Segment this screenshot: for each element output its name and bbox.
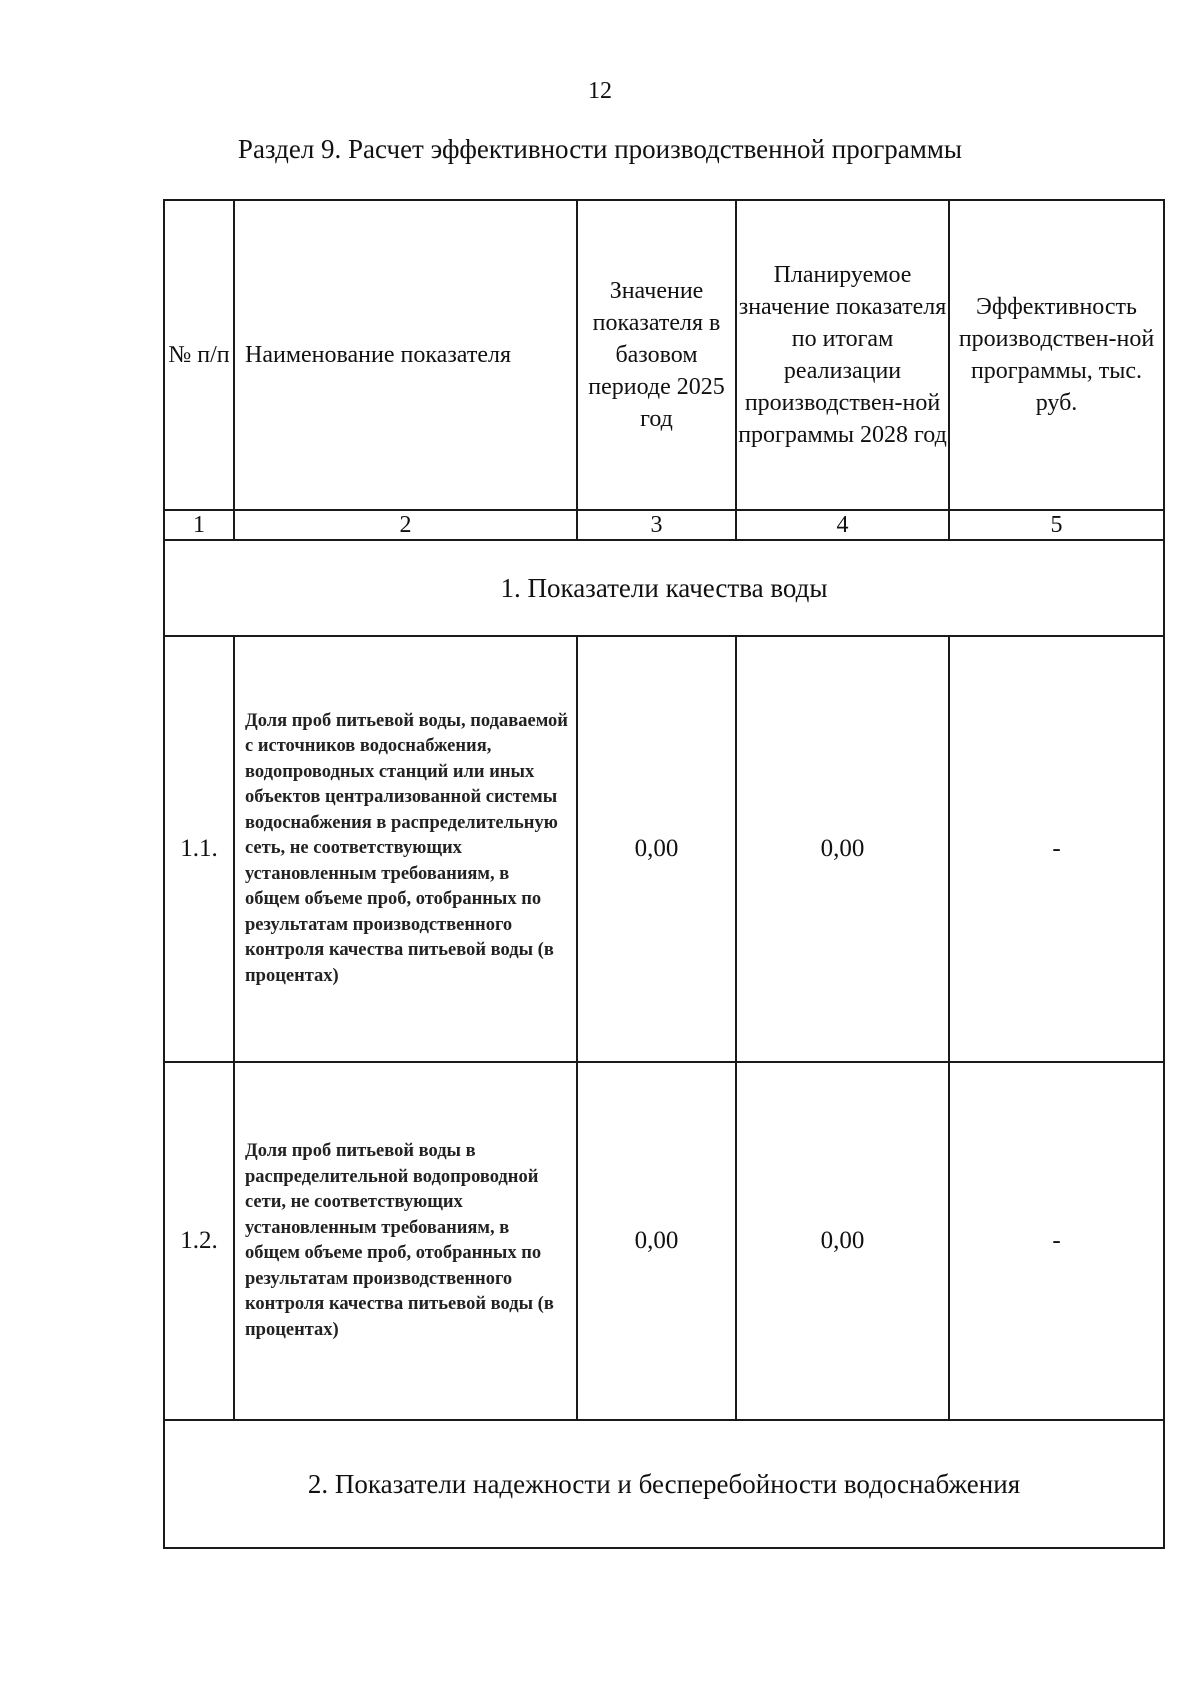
section-heading: 1. Показатели качества воды: [164, 540, 1164, 636]
column-number-row: [164, 510, 1164, 540]
planned-value: 0,00: [736, 1062, 949, 1420]
header-efficiency: Эффективность производствен-ной программы, тыс. руб.: [949, 200, 1164, 510]
column-number: 1: [164, 510, 234, 540]
column-number: 3: [577, 510, 736, 540]
header-planned-value: Планируемое значение показателя по итогам реализации производствен-ной программы 2028 год: [736, 200, 949, 510]
row-number: 1.2.: [164, 1062, 234, 1420]
section-heading: 2. Показатели надежности и бесперебойности водоснабжения: [164, 1420, 1164, 1548]
base-value: 0,00: [577, 636, 736, 1062]
row-number: 1.1.: [164, 636, 234, 1062]
column-number: 4: [736, 510, 949, 540]
page-number: 12: [588, 78, 612, 104]
header-base-value: Значение показателя в базовом периоде 2025 год: [577, 200, 736, 510]
base-value: 0,00: [577, 1062, 736, 1420]
section-row-water-quality: [164, 540, 1164, 636]
table-row: [164, 636, 1164, 1062]
indicator-name: Доля проб питьевой воды в распределительной водопроводной сети, не соответствующих установленным требованиям, в общем объеме проб, отобранных по результатам производственного контроля качества питьевой воды (в процентах): [234, 1062, 577, 1420]
planned-value: 0,00: [736, 636, 949, 1062]
section-title: Раздел 9. Расчет эффективности производственной программы: [237, 134, 963, 164]
table-row: [164, 1062, 1164, 1420]
column-number: 5: [949, 510, 1164, 540]
header-number: № п/п: [164, 200, 234, 510]
efficiency-value: -: [949, 636, 1164, 1062]
column-number: 2: [234, 510, 577, 540]
efficiency-table: [163, 199, 1165, 1549]
indicator-name: Доля проб питьевой воды, подаваемой с источников водоснабжения, водопроводных станций или иных объектов централизованной системы водоснабжения в распределительную сеть, не соответствующих установленным требованиям, в общем объеме проб, отобранных по результатам производственного контроля качества питьевой воды (в процентах): [234, 636, 577, 1062]
efficiency-value: -: [949, 1062, 1164, 1420]
section-row-reliability: [164, 1420, 1164, 1548]
header-indicator-name: Наименование показателя: [234, 200, 577, 510]
table-header-row: [164, 200, 1164, 510]
